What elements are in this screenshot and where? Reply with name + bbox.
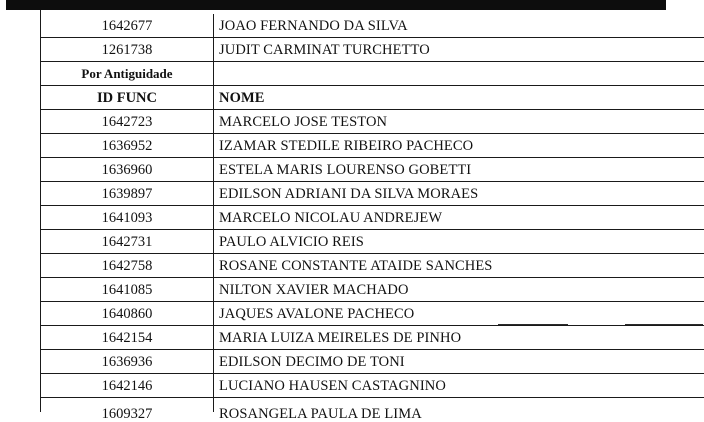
name-cell: LUCIANO HAUSEN CASTAGNINO (219, 378, 446, 394)
column-divider (213, 374, 214, 397)
name-cell: MARIA LUIZA MEIRELES DE PINHO (219, 330, 462, 346)
table-row (41, 278, 704, 302)
table-row (41, 350, 704, 374)
name-cell: ROSANGELA PAULA DE LIMA (219, 406, 422, 422)
column-header-row (41, 86, 704, 110)
table-row (41, 326, 704, 350)
table-row (41, 158, 704, 182)
table-row (41, 14, 704, 38)
column-divider (213, 326, 214, 349)
id-cell: 1642146 (101, 378, 153, 394)
scan-artifact-line (498, 324, 568, 325)
name-cell: PAULO ALVICIO REIS (219, 234, 364, 250)
section-heading-row (41, 62, 704, 86)
id-cell: 1636936 (101, 354, 153, 370)
scan-artifact-line (625, 324, 703, 325)
table-row (41, 230, 704, 254)
table-row (41, 254, 704, 278)
table-row (41, 110, 704, 134)
id-cell: 1641093 (101, 210, 153, 226)
id-cell: 1609327 (101, 406, 153, 422)
name-cell: NILTON XAVIER MACHADO (219, 282, 409, 298)
name-cell: EDILSON ADRIANI DA SILVA MORAES (219, 186, 479, 202)
column-divider (213, 278, 214, 301)
column-divider (213, 110, 214, 133)
id-cell: 1641085 (101, 282, 153, 298)
column-divider (213, 134, 214, 157)
column-divider (213, 62, 214, 85)
id-cell: 1636952 (101, 138, 153, 154)
table-row (41, 182, 704, 206)
id-cell: 1642723 (101, 114, 153, 130)
name-cell: EDILSON DECIMO DE TONI (219, 354, 405, 370)
id-cell: 1640860 (101, 306, 153, 322)
name-cell: ESTELA MARIS LOURENSO GOBETTI (219, 162, 472, 178)
column-divider (213, 350, 214, 373)
name-cell: MARCELO JOSE TESTON (219, 114, 388, 130)
column-header-id: ID FUNC (96, 90, 157, 106)
id-cell: 1636960 (101, 162, 153, 178)
column-header-name: NOME (219, 90, 265, 106)
name-cell: JUDIT CARMINAT TURCHETTO (219, 42, 430, 58)
table-row (41, 398, 704, 422)
column-divider (213, 254, 214, 277)
column-divider (213, 182, 214, 205)
column-divider (213, 38, 214, 61)
id-cell: 1642731 (101, 234, 153, 250)
scan-dark-band (6, 0, 666, 10)
column-divider (213, 14, 214, 37)
column-divider (213, 302, 214, 325)
table-row (41, 374, 704, 398)
table-row (41, 302, 704, 326)
name-cell: IZAMAR STEDILE RIBEIRO PACHECO (219, 138, 474, 154)
column-divider (213, 158, 214, 181)
name-cell: ROSANE CONSTANTE ATAIDE SANCHES (219, 258, 493, 274)
name-cell: MARCELO NICOLAU ANDREJEW (219, 210, 443, 226)
column-divider (213, 398, 214, 412)
id-cell: 1642677 (101, 18, 153, 34)
name-cell: JAQUES AVALONE PACHECO (219, 306, 415, 322)
name-cell: JOAO FERNANDO DA SILVA (219, 18, 408, 34)
table-row (41, 38, 704, 62)
id-cell: 1639897 (101, 186, 153, 202)
column-divider (213, 86, 214, 109)
employee-table (40, 10, 704, 422)
id-cell: 1642758 (101, 258, 153, 274)
table-row (41, 134, 704, 158)
table-row (41, 206, 704, 230)
section-heading: Por Antiguidade (81, 66, 173, 81)
id-cell: 1261738 (101, 42, 153, 58)
column-divider (213, 230, 214, 253)
column-divider (213, 206, 214, 229)
id-cell: 1642154 (101, 330, 153, 346)
